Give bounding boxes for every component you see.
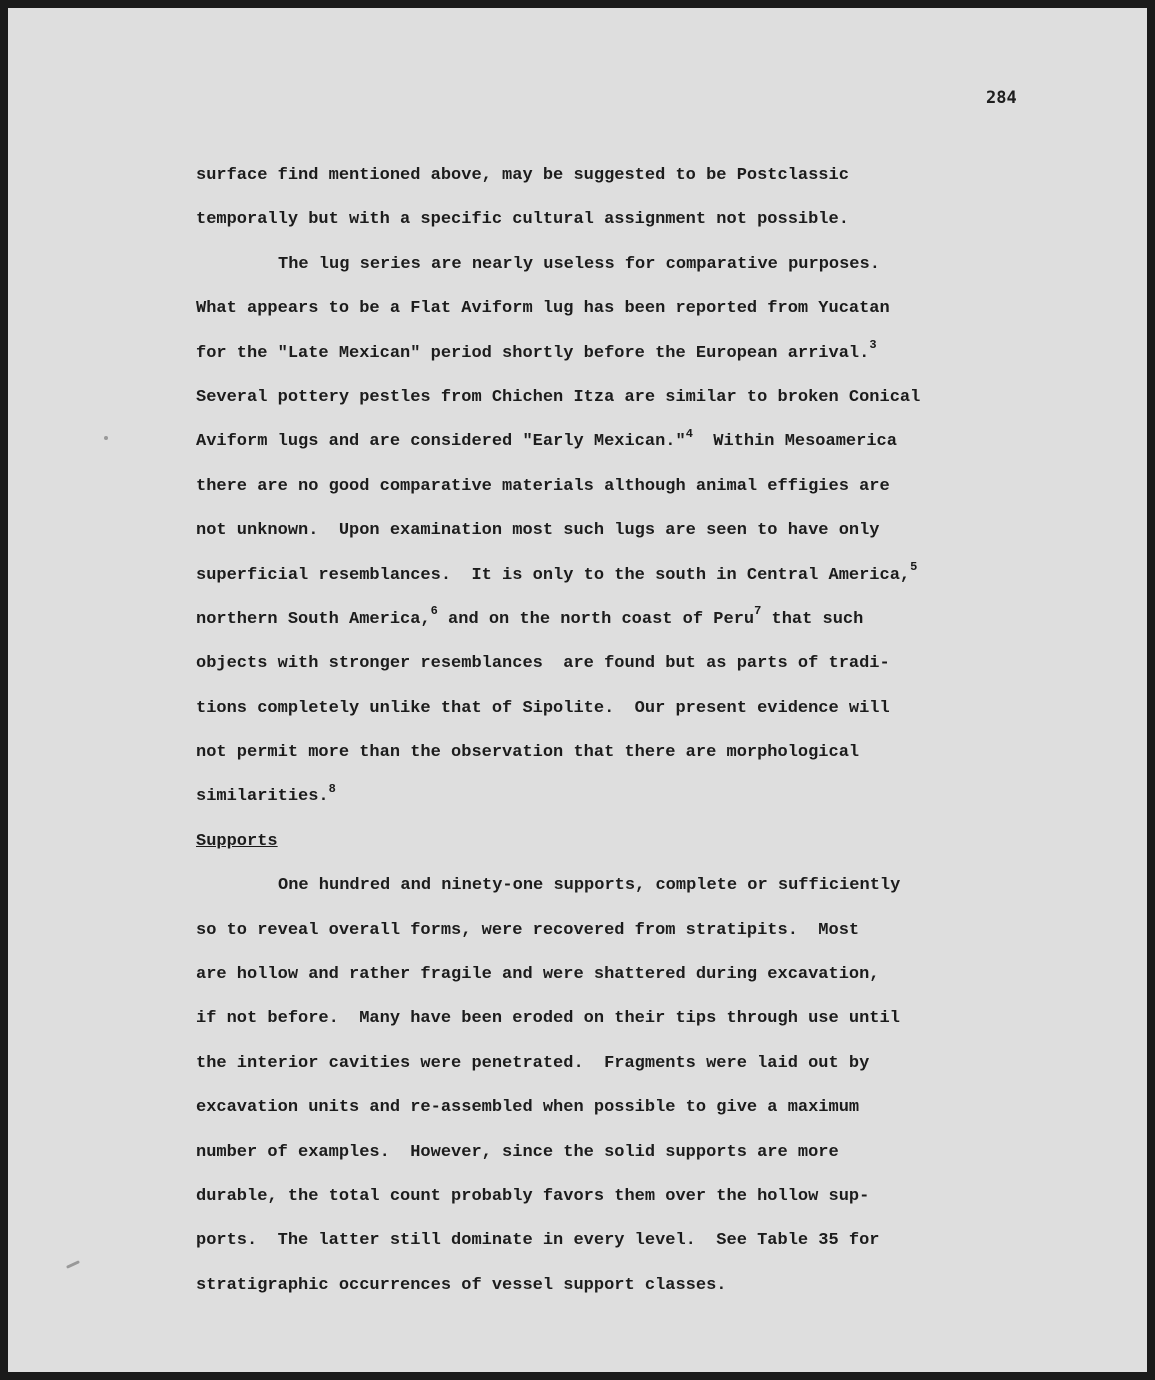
text-line: ports. The latter still dominate in every level. See Table 35 for <box>196 1231 880 1251</box>
text-line: surface find mentioned above, may be suggested to be Postclassic <box>196 166 849 185</box>
page-number: 284 <box>986 88 1017 108</box>
text-line: temporally but with a specific cultural assignment not possible. <box>196 210 849 230</box>
text-line: Several pottery pestles from Chichen Itza are similar to broken Conical <box>196 387 921 407</box>
scan-speck <box>66 1260 80 1269</box>
text-line: Aviform lugs and are considered "Early Mexican."$^4$ Within Mesoamerica <box>196 426 897 452</box>
text-line: are hollow and rather fragile and were shattered during excavation, <box>196 965 880 985</box>
text-line: stratigraphic occurrences of vessel support classes. <box>196 1275 727 1295</box>
text-line: similarities.$^8$ <box>196 781 336 807</box>
paragraph-start-line: One hundred and ninety-one supports, complete or sufficiently <box>278 876 901 896</box>
text-line: if not before. Many have been eroded on their tips through use until <box>196 1009 900 1029</box>
text-line: for the "Late Mexican" period shortly before the European arrival.$^3$ <box>196 337 877 363</box>
text-line: so to reveal overall forms, were recovered from stratipits. Most <box>196 920 860 940</box>
text-line: northern South America,$^6$ and on the north coast of Peru$^7$ that such <box>196 604 864 629</box>
footnote-marker: 5 <box>910 559 918 574</box>
paragraph-start-line: The lug series are nearly useless for comparative purposes. <box>278 254 880 274</box>
footnote-marker: 3 <box>869 337 877 352</box>
section-heading <box>196 820 1026 864</box>
scan-speck <box>104 436 108 440</box>
document-page <box>8 8 1147 1372</box>
footnote-marker: 7 <box>754 604 762 619</box>
text-line: there are no good comparative materials although animal effigies are <box>196 476 890 496</box>
text-line: the interior cavities were penetrated. Fragments were laid out by <box>196 1053 870 1073</box>
text-line: tions completely unlike that of Sipolite. Our present evidence will <box>196 698 890 718</box>
text-line: superficial resemblances. It is only to the south in Central America,$^5$ <box>196 559 918 585</box>
footnote-marker: 8 <box>328 781 336 796</box>
text-line: not permit more than the observation that there are morphological <box>196 743 860 763</box>
text-line: not unknown. Upon examination most such lugs are seen to have only <box>196 521 880 541</box>
text-line: excavation units and re-assembled when possible to give a maximum <box>196 1098 860 1118</box>
footnote-marker: 6 <box>430 604 438 619</box>
text-line: What appears to be a Flat Aviform lug has been reported from Yucatan <box>196 299 890 319</box>
section-heading-text: Supports <box>196 831 278 851</box>
text-line: number of examples. However, since the solid supports are more <box>196 1142 839 1162</box>
text-line: objects with stronger resemblances are found but as parts of tradi- <box>196 654 890 674</box>
footnote-marker: 4 <box>685 426 693 441</box>
text-line: durable, the total count probably favors them over the hollow sup- <box>196 1186 870 1206</box>
body-text <box>196 154 1026 1308</box>
